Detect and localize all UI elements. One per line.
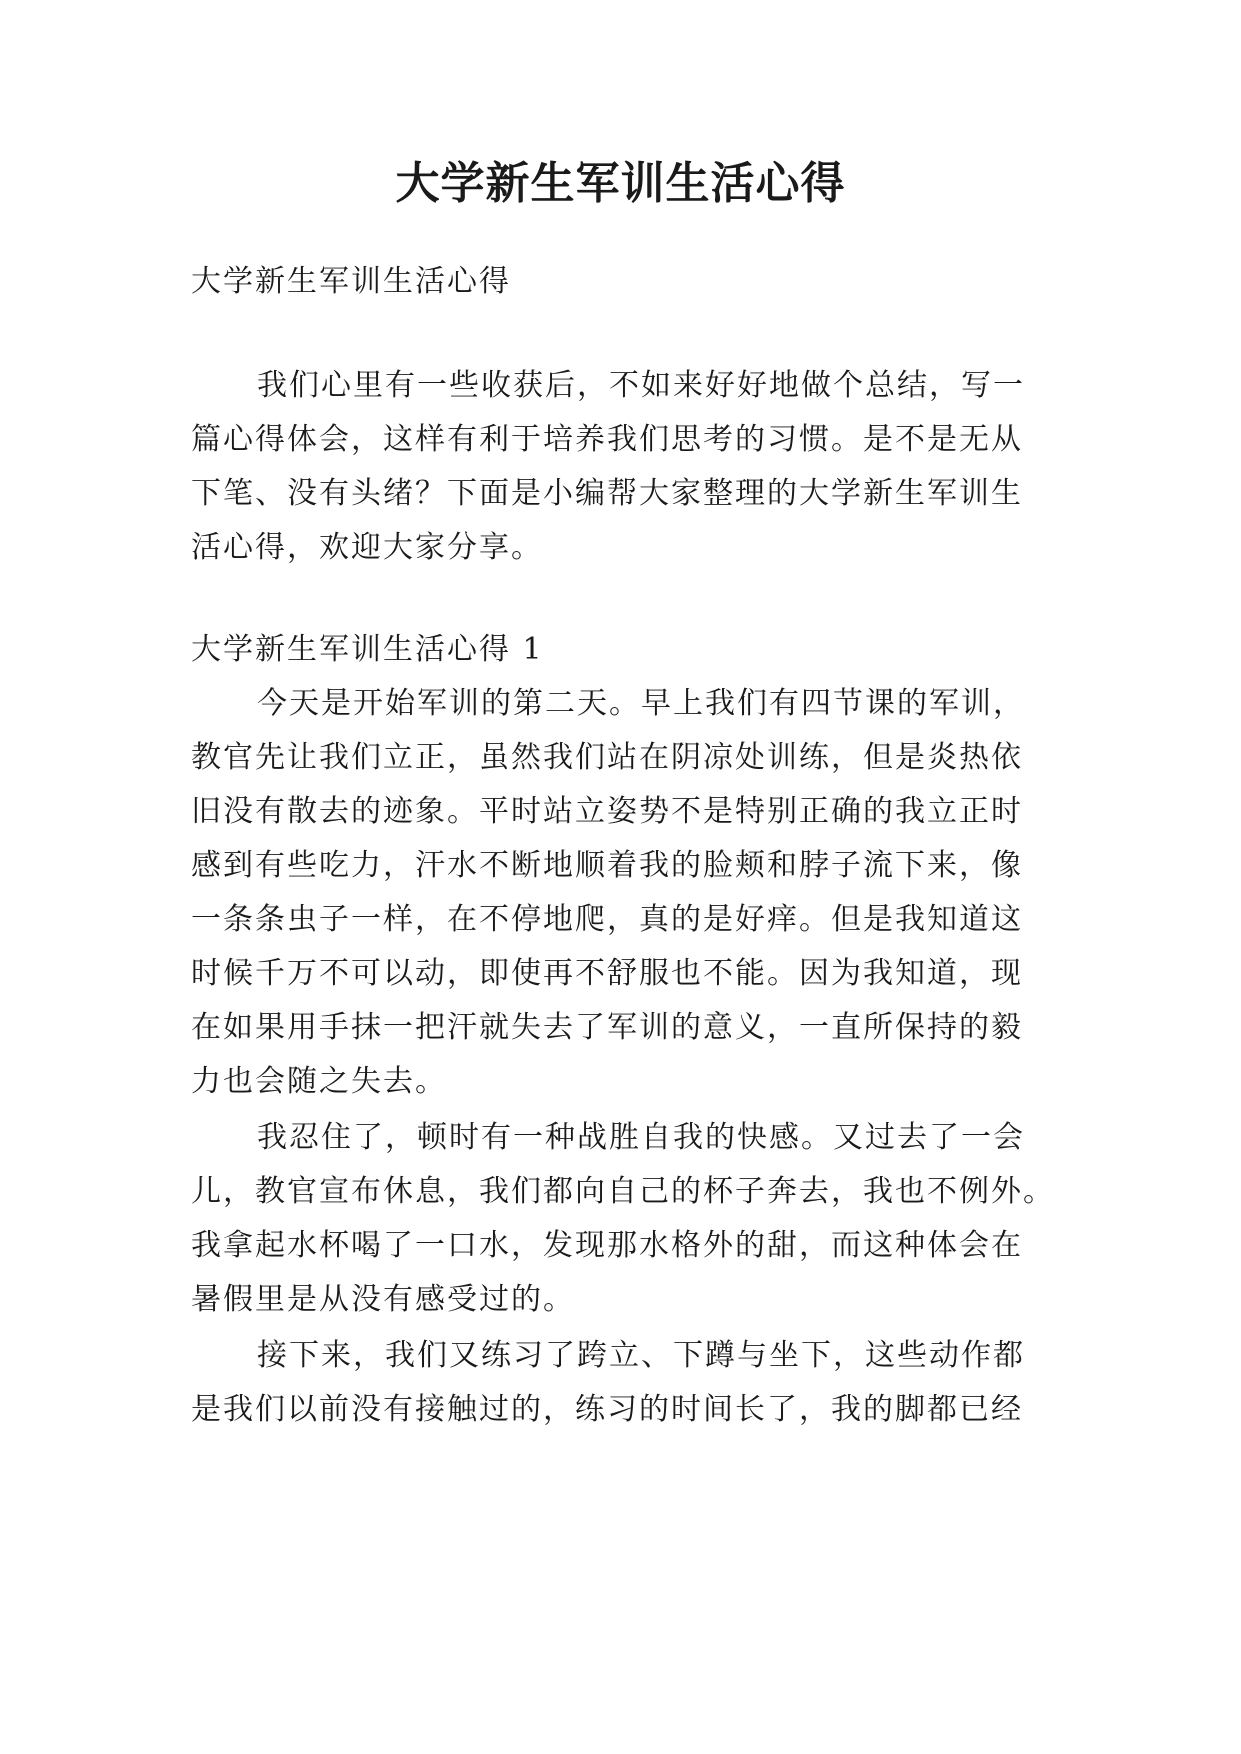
intro-line: 活心得，欢迎大家分享。 xyxy=(191,530,543,565)
intro-line: 篇心得体会，这样有利于培养我们思考的习惯。是不是无从 xyxy=(191,422,1023,457)
body-line: 是我们以前没有接触过的，练习的时间长了，我的脚都已经 xyxy=(191,1392,1023,1427)
body-line: 接下来，我们又练习了跨立、下蹲与坐下，这些动作都 xyxy=(257,1338,1025,1373)
body-line: 暑假里是从没有感受过的。 xyxy=(191,1282,575,1317)
subtitle: 大学新生军训生活心得 xyxy=(191,264,511,299)
body-line: 我拿起水杯喝了一口水，发现那水格外的甜，而这种体会在 xyxy=(191,1228,1023,1263)
body-line: 力也会随之失去。 xyxy=(191,1064,447,1099)
section-heading: 大学新生军训生活心得 1 xyxy=(191,632,544,667)
document-title: 大学新生军训生活心得 xyxy=(395,158,846,209)
body-line: 在如果用手抹一把汗就失去了军训的意义，一直所保持的毅 xyxy=(191,1010,1023,1045)
intro-line: 下笔、没有头绪？下面是小编帮大家整理的大学新生军训生 xyxy=(191,476,1023,511)
body-line: 教官先让我们立正，虽然我们站在阴凉处训练，但是炎热依 xyxy=(191,740,1023,775)
body-line: 旧没有散去的迹象。平时站立姿势不是特别正确的我立正时 xyxy=(191,794,1023,829)
body-line: 儿，教官宣布休息，我们都向自己的杯子奔去，我也不例外。 xyxy=(191,1174,1055,1209)
body-line: 一条条虫子一样，在不停地爬，真的是好痒。但是我知道这 xyxy=(191,902,1023,937)
body-line: 今天是开始军训的第二天。早上我们有四节课的军训， xyxy=(257,686,1025,721)
intro-line: 我们心里有一些收获后，不如来好好地做个总结，写一 xyxy=(257,368,1025,403)
body-line: 时候千万不可以动，即使再不舒服也不能。因为我知道，现 xyxy=(191,956,1023,991)
body-line: 感到有些吃力，汗水不断地顺着我的脸颊和脖子流下来，像 xyxy=(191,848,1023,883)
body-line: 我忍住了，顿时有一种战胜自我的快感。又过去了一会 xyxy=(257,1120,1025,1155)
